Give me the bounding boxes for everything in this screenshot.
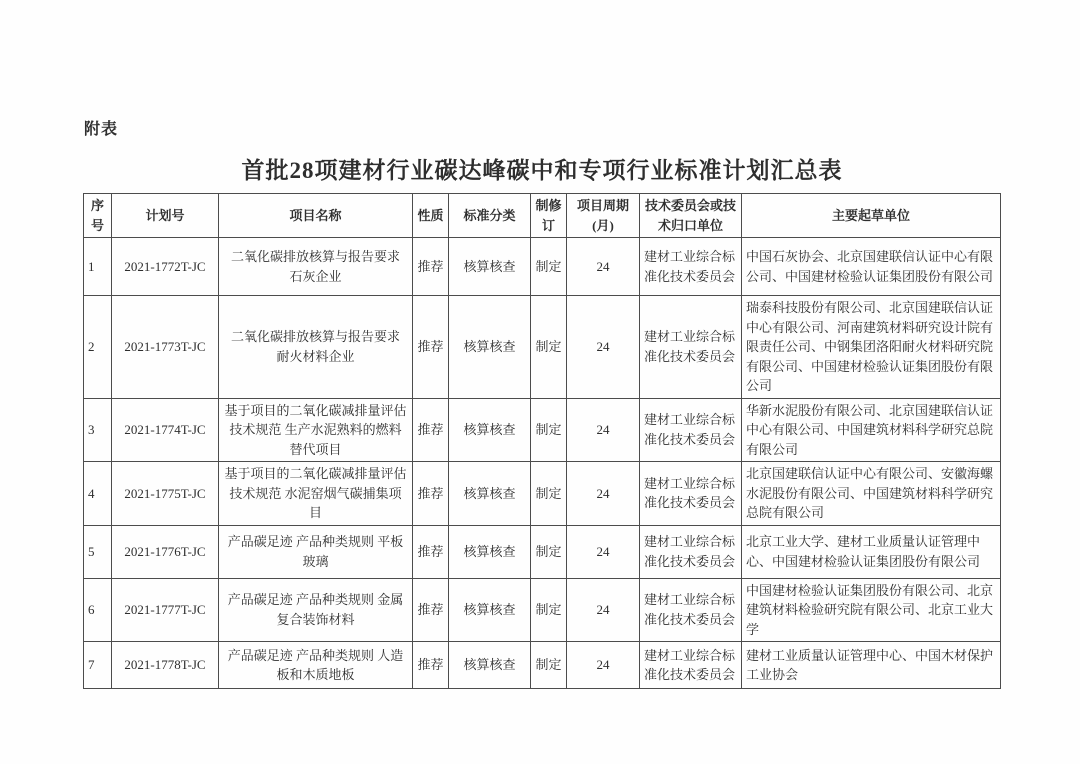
- cell-no: 5: [84, 525, 112, 578]
- cell-project-name: 产品碳足迹 产品种类规则 平板玻璃: [219, 525, 413, 578]
- cell-drafters: 北京国建联信认证中心有限公司、安徽海螺水泥股份有限公司、中国建筑材料科学研究总院有限公司: [742, 462, 1001, 526]
- cell-category: 核算核查: [449, 462, 531, 526]
- cell-drafters: 北京工业大学、建材工业质量认证管理中心、中国建材检验认证集团股份有限公司: [742, 525, 1001, 578]
- header-project-name: 项目名称: [219, 194, 413, 238]
- cell-period: 24: [567, 398, 640, 462]
- cell-project-name: 基于项目的二氧化碳减排量评估技术规范 生产水泥熟料的燃料替代项目: [219, 398, 413, 462]
- cell-project-name: 二氧化碳排放核算与报告要求 耐火材料企业: [219, 296, 413, 399]
- table-row: [84, 462, 1001, 526]
- cell-category: 核算核查: [449, 578, 531, 642]
- cell-no: 4: [84, 462, 112, 526]
- cell-nature: 推荐: [413, 642, 449, 689]
- cell-no: 1: [84, 238, 112, 296]
- cell-category: 核算核查: [449, 642, 531, 689]
- cell-period: 24: [567, 525, 640, 578]
- cell-period: 24: [567, 578, 640, 642]
- cell-committee: 建材工业综合标准化技术委员会: [640, 642, 742, 689]
- cell-committee: 建材工业综合标准化技术委员会: [640, 296, 742, 399]
- cell-plan-no: 2021-1772T-JC: [112, 238, 219, 296]
- cell-committee: 建材工业综合标准化技术委员会: [640, 238, 742, 296]
- header-category: 标准分类: [449, 194, 531, 238]
- cell-nature: 推荐: [413, 462, 449, 526]
- table-header-row: [84, 194, 1001, 238]
- cell-project-name: 二氧化碳排放核算与报告要求 石灰企业: [219, 238, 413, 296]
- cell-plan-no: 2021-1776T-JC: [112, 525, 219, 578]
- cell-no: 3: [84, 398, 112, 462]
- cell-committee: 建材工业综合标准化技术委员会: [640, 578, 742, 642]
- cell-no: 6: [84, 578, 112, 642]
- cell-revision: 制定: [531, 238, 567, 296]
- cell-drafters: 中国石灰协会、北京国建联信认证中心有限公司、中国建材检验认证集团股份有限公司: [742, 238, 1001, 296]
- cell-project-name: 产品碳足迹 产品种类规则 金属复合装饰材料: [219, 578, 413, 642]
- cell-nature: 推荐: [413, 238, 449, 296]
- table-row: [84, 525, 1001, 578]
- cell-plan-no: 2021-1775T-JC: [112, 462, 219, 526]
- cell-nature: 推荐: [413, 398, 449, 462]
- cell-nature: 推荐: [413, 296, 449, 399]
- cell-revision: 制定: [531, 525, 567, 578]
- header-nature: 性质: [413, 194, 449, 238]
- cell-revision: 制定: [531, 578, 567, 642]
- cell-plan-no: 2021-1774T-JC: [112, 398, 219, 462]
- cell-period: 24: [567, 462, 640, 526]
- standards-plan-table: [83, 193, 1001, 689]
- cell-committee: 建材工业综合标准化技术委员会: [640, 525, 742, 578]
- cell-drafters: 中国建材检验认证集团股份有限公司、北京建筑材料检验研究院有限公司、北京工业大学: [742, 578, 1001, 642]
- cell-revision: 制定: [531, 462, 567, 526]
- table-row: [84, 398, 1001, 462]
- cell-drafters: 瑞泰科技股份有限公司、北京国建联信认证中心有限公司、河南建筑材料研究设计院有限责任公司、中钢集团洛阳耐火材料研究院有限公司、中国建材检验认证集团股份有限公司: [742, 296, 1001, 399]
- cell-no: 2: [84, 296, 112, 399]
- page-title: 首批28项建材行业碳达峰碳中和专项行业标准计划汇总表: [241, 158, 843, 183]
- cell-plan-no: 2021-1778T-JC: [112, 642, 219, 689]
- header-revision: 制修订: [531, 194, 567, 238]
- header-plan-no: 计划号: [112, 194, 219, 238]
- table-row: [84, 642, 1001, 689]
- cell-committee: 建材工业综合标准化技术委员会: [640, 462, 742, 526]
- table-row: [84, 578, 1001, 642]
- cell-revision: 制定: [531, 398, 567, 462]
- header-drafters: 主要起草单位: [742, 194, 1001, 238]
- cell-drafters: 华新水泥股份有限公司、北京国建联信认证中心有限公司、中国建筑材料科学研究总院有限公司: [742, 398, 1001, 462]
- cell-revision: 制定: [531, 642, 567, 689]
- cell-category: 核算核查: [449, 238, 531, 296]
- annex-label: 附表: [84, 121, 119, 138]
- cell-project-name: 基于项目的二氧化碳减排量评估技术规范 水泥窑烟气碳捕集项目: [219, 462, 413, 526]
- cell-no: 7: [84, 642, 112, 689]
- cell-period: 24: [567, 296, 640, 399]
- cell-revision: 制定: [531, 296, 567, 399]
- header-no: 序号: [84, 194, 112, 238]
- cell-nature: 推荐: [413, 578, 449, 642]
- cell-category: 核算核查: [449, 398, 531, 462]
- cell-drafters: 建材工业质量认证管理中心、中国木材保护工业协会: [742, 642, 1001, 689]
- cell-project-name: 产品碳足迹 产品种类规则 人造板和木质地板: [219, 642, 413, 689]
- cell-nature: 推荐: [413, 525, 449, 578]
- cell-category: 核算核查: [449, 525, 531, 578]
- cell-period: 24: [567, 642, 640, 689]
- header-period: 项目周期(月): [567, 194, 640, 238]
- cell-category: 核算核查: [449, 296, 531, 399]
- table-row: [84, 296, 1001, 399]
- cell-plan-no: 2021-1773T-JC: [112, 296, 219, 399]
- header-committee: 技术委员会或技术归口单位: [640, 194, 742, 238]
- cell-plan-no: 2021-1777T-JC: [112, 578, 219, 642]
- cell-committee: 建材工业综合标准化技术委员会: [640, 398, 742, 462]
- table-row: [84, 238, 1001, 296]
- cell-period: 24: [567, 238, 640, 296]
